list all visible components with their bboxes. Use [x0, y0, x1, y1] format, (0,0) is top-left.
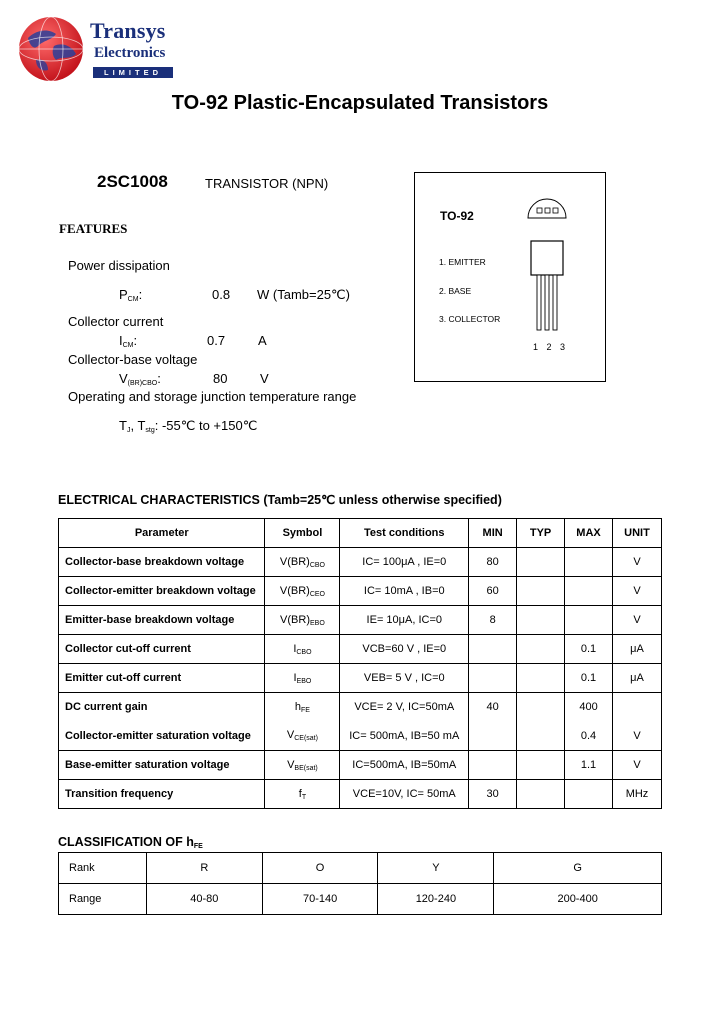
transys-globe-logo — [18, 16, 84, 82]
table-row — [59, 693, 662, 722]
header-test-conditions: Test conditions — [340, 519, 469, 548]
features-heading: FEATURES — [59, 221, 128, 236]
min-cell: 60 — [469, 577, 517, 606]
table-row — [59, 664, 662, 693]
rank-cell: G — [494, 853, 662, 884]
header-max: MAX — [565, 519, 613, 548]
min-cell: 80 — [469, 548, 517, 577]
max-cell: 0.1 — [565, 664, 613, 693]
typ-cell — [517, 577, 565, 606]
min-cell: 8 — [469, 606, 517, 635]
param-cell: Collector-emitter saturation voltage — [59, 722, 265, 751]
table-row — [59, 722, 662, 751]
param-cell: Base-emitter saturation voltage — [59, 751, 265, 780]
typ-cell — [517, 751, 565, 780]
collector-label: Collector current — [68, 314, 164, 329]
unit-cell: V — [612, 606, 661, 635]
unit-cell: μA — [612, 635, 661, 664]
pin-numbers: 1 2 3 — [533, 342, 569, 352]
header-min: MIN — [469, 519, 517, 548]
header-unit: UNIT — [612, 519, 661, 548]
unit-cell: MHz — [612, 780, 661, 809]
part-number: 2SC1008 — [97, 172, 168, 191]
rank-cell: O — [262, 853, 378, 884]
classification-table — [58, 852, 662, 915]
unit-cell: V — [612, 722, 661, 751]
typ-cell — [517, 548, 565, 577]
pin-2-label: 2. BASE — [439, 286, 472, 296]
condition-cell: IC= 100μA , IE=0 — [340, 548, 469, 577]
rank-cell: Y — [378, 853, 494, 884]
param-cell: Collector-emitter breakdown voltage — [59, 577, 265, 606]
header-typ: TYP — [517, 519, 565, 548]
temp-symbol: $T_J$, $T_{stg}$: -55℃ to +150℃ — [119, 418, 258, 434]
max-cell — [565, 606, 613, 635]
rank-label: Rank — [59, 853, 147, 884]
range-row — [59, 884, 662, 915]
vcbo-symbol: $V_{(BR)CBO}$: — [119, 371, 161, 387]
header-symbol: Symbol — [265, 519, 340, 548]
param-cell: Transition frequency — [59, 780, 265, 809]
rank-row — [59, 853, 662, 884]
condition-cell: VCE= 2 V, IC=50mA — [340, 693, 469, 722]
table-row — [59, 780, 662, 809]
typ-cell — [517, 635, 565, 664]
vcbo-unit: V — [260, 371, 269, 386]
unit-cell: μA — [612, 664, 661, 693]
min-cell — [469, 664, 517, 693]
max-cell: 400 — [565, 693, 613, 722]
typ-cell — [517, 693, 565, 722]
min-cell — [469, 751, 517, 780]
brand-name: Transys — [90, 18, 166, 43]
package-box — [414, 172, 606, 382]
table-row — [59, 548, 662, 577]
table-header-row — [59, 519, 662, 548]
typ-cell — [517, 722, 565, 751]
pin-3-label: 3. COLLECTOR — [439, 314, 501, 324]
pcm-value: 0.8 — [212, 287, 231, 302]
max-cell: 0.4 — [565, 722, 613, 751]
typ-cell — [517, 606, 565, 635]
header-parameter: Parameter — [59, 519, 265, 548]
condition-cell: VCB=60 V , IE=0 — [340, 635, 469, 664]
range-label: Range — [59, 884, 147, 915]
range-cell: 70-140 — [262, 884, 378, 915]
param-cell: Emitter cut-off current — [59, 664, 265, 693]
min-cell: 30 — [469, 780, 517, 809]
min-cell — [469, 635, 517, 664]
condition-cell: IC= 500mA, IB=50 mA — [340, 722, 469, 751]
range-cell: 120-240 — [378, 884, 494, 915]
table-row — [59, 606, 662, 635]
range-cell: 200-400 — [494, 884, 662, 915]
temp-value: -55℃ to +150℃ — [161, 418, 258, 433]
table-row — [59, 751, 662, 780]
typ-cell — [517, 664, 565, 693]
package-name: TO-92 — [440, 209, 474, 223]
vcbo-label: Collector-base voltage — [68, 352, 198, 367]
icm-unit: A — [258, 333, 267, 348]
condition-cell: VCE=10V, IC= 50mA — [340, 780, 469, 809]
power-label: Power dissipation — [68, 258, 170, 273]
table-row — [59, 577, 662, 606]
to92-package-icon — [522, 196, 572, 332]
pcm-symbol: $P_{CM}$: — [119, 287, 143, 303]
unit-cell: V — [612, 751, 661, 780]
symbol-cell: $I_{EBO}$ — [265, 664, 340, 693]
brand-tag: LIMITED — [93, 67, 173, 78]
condition-cell: IC=500mA, IB=50mA — [340, 751, 469, 780]
symbol-cell: $V_{BE(sat)}$ — [265, 751, 340, 780]
temp-label: Operating and storage junction temperature range — [68, 389, 357, 404]
classification-heading: CLASSIFICATION OF $h_{FE}$ — [58, 835, 203, 850]
vcbo-value: 80 — [213, 371, 228, 386]
electrical-table — [58, 518, 662, 809]
range-cell: 40-80 — [146, 884, 262, 915]
symbol-cell: $V(BR)_{EBO}$ — [265, 606, 340, 635]
icm-symbol: $I_{CM}$: — [119, 333, 138, 349]
param-cell: DC current gain — [59, 693, 265, 722]
param-cell: Emitter-base breakdown voltage — [59, 606, 265, 635]
max-cell: 0.1 — [565, 635, 613, 664]
pcm-unit: W (Tamb=25℃) — [257, 287, 350, 302]
typ-cell — [517, 780, 565, 809]
icm-value: 0.7 — [207, 333, 226, 348]
max-cell — [565, 780, 613, 809]
page-title: TO-92 Plastic-Encapsulated Transistors — [171, 92, 549, 114]
condition-cell: IE= 10μA, IC=0 — [340, 606, 469, 635]
table-row — [59, 635, 662, 664]
condition-cell: VEB= 5 V , IC=0 — [340, 664, 469, 693]
symbol-cell: $f_T$ — [265, 780, 340, 809]
symbol-cell: $V(BR)_{CBO}$ — [265, 548, 340, 577]
symbol-cell: $V(BR)_{CEO}$ — [265, 577, 340, 606]
symbol-cell: $I_{CBO}$ — [265, 635, 340, 664]
pin-1-label: 1. EMITTER — [439, 257, 486, 267]
electrical-heading: ELECTRICAL CHARACTERISTICS (Tamb=25℃ unless otherwise specified) — [58, 493, 502, 507]
param-cell: Collector-base breakdown voltage — [59, 548, 265, 577]
max-cell: 1.1 — [565, 751, 613, 780]
condition-cell: IC= 10mA , IB=0 — [340, 577, 469, 606]
symbol-cell: $h_{FE}$ — [265, 693, 340, 722]
rank-cell: R — [146, 853, 262, 884]
unit-cell: V — [612, 548, 661, 577]
part-type: TRANSISTOR (NPN) — [205, 176, 329, 191]
min-cell: 40 — [469, 693, 517, 722]
unit-cell — [612, 693, 661, 722]
min-cell — [469, 722, 517, 751]
brand-sub: Electronics — [94, 45, 166, 61]
symbol-cell: $V_{CE(sat)}$ — [265, 722, 340, 751]
unit-cell: V — [612, 577, 661, 606]
max-cell — [565, 548, 613, 577]
param-cell: Collector cut-off current — [59, 635, 265, 664]
max-cell — [565, 577, 613, 606]
